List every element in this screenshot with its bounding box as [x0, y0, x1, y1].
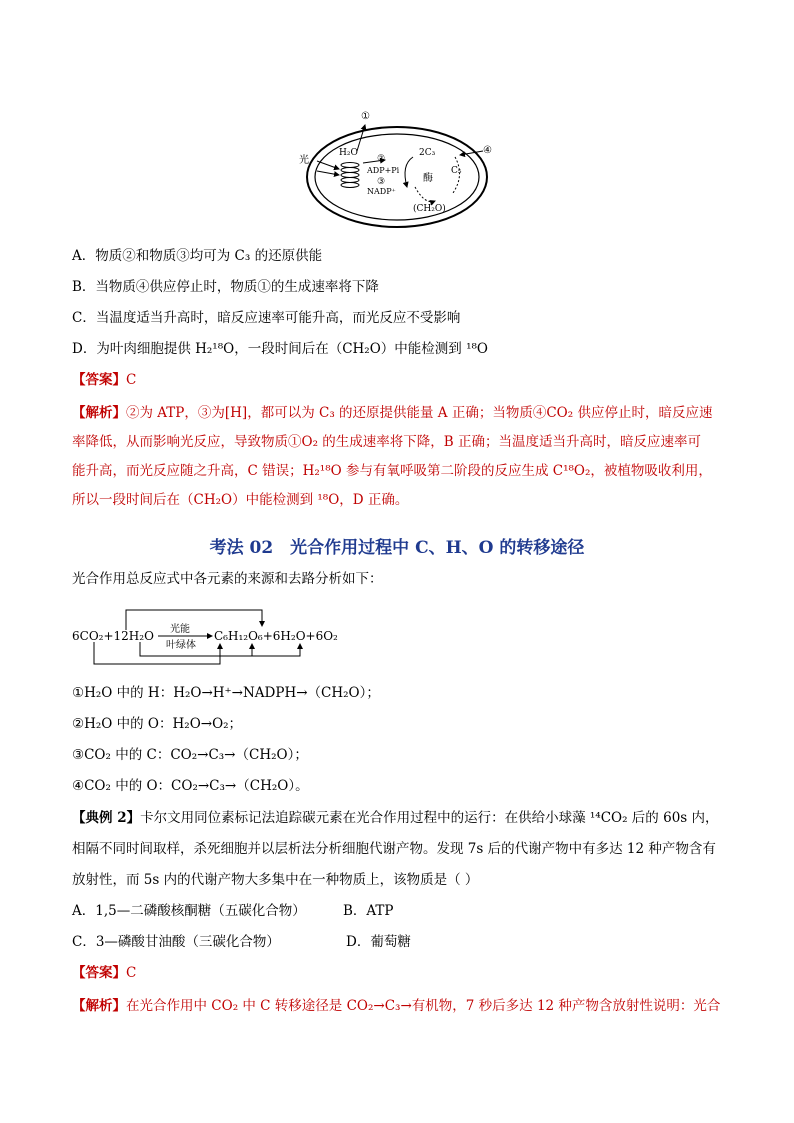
- example-2-option-c: C．3—磷酸甘油酸（三碳化合物）: [72, 934, 280, 950]
- analysis-1-line-2: 率降低，从而影响光反应，导致物质①O₂ 的生成速率将下降，B 正确；当温度适当升高时，暗反应速率可: [72, 434, 701, 450]
- equation-bottom-label: 叶绿体: [166, 640, 196, 651]
- example-2-line-1: [72, 809, 719, 827]
- option-a: A．物质②和物质③均可为 C₃ 的还原供能: [72, 248, 323, 264]
- example-2-option-d: D．葡萄糖: [346, 934, 411, 950]
- adp-label: ADP+Pi: [367, 166, 400, 175]
- example-2-line-3: 放射性，而 5s 内的代谢产物大多集中在一种物质上，该物质是（ ）: [72, 872, 479, 888]
- o-path-top: [126, 610, 262, 630]
- option-d: D．为叶肉细胞提供 H₂¹⁸O，一段时间后在（CH₂O）中能检测到 ¹⁸O: [72, 341, 488, 357]
- analysis-text: ②为 ATP，③为[H]，都可以为 C₃ 的还原提供能量 A 正确；当物质④CO₂ 供应停止时，暗反应速: [126, 405, 713, 421]
- analysis-label: 【解析】: [72, 405, 126, 421]
- marker-3: ③: [377, 177, 386, 187]
- c5-label: C₅: [451, 166, 462, 176]
- product-arrow: [415, 187, 435, 202]
- ch2o-label: (CH₂O): [413, 204, 446, 214]
- example-2-option-a: A．1,5—二磷酸核酮糖（五碳化合物）: [72, 903, 306, 919]
- section-title: 考法 02 光合作用过程中 C、H、O 的转移途径: [209, 538, 585, 558]
- example-label: 【典例 2】: [72, 810, 141, 826]
- c3-label: 2C₃: [419, 148, 436, 158]
- answer-value: C: [126, 372, 137, 388]
- option-b: B．当物质④供应停止时，物质①的生成速率将下降: [72, 279, 379, 295]
- equation-top-label: 光能: [170, 624, 190, 635]
- answer-1: [72, 371, 136, 389]
- example-text: 卡尔文用同位素标记法追踪碳元素在光合作用过程中的运行：在供给小球藻 ¹⁴CO₂ 后的 60s 内，: [140, 810, 719, 826]
- equation-left: 6CO₂+12H₂O: [72, 629, 154, 643]
- equation-diagram: [70, 600, 340, 672]
- h-path-bottom: [140, 642, 252, 656]
- pathway-2: ②H₂O 中的 O：H₂O→O₂；: [72, 716, 243, 732]
- analysis-1-line-1: [72, 404, 712, 422]
- analysis-2-line-1: [72, 997, 720, 1015]
- light-arrow-2: [317, 171, 339, 175]
- cycle-arrow: [405, 157, 413, 187]
- light-arrow-1: [317, 161, 339, 169]
- answer-value: C: [126, 965, 137, 981]
- inner-membrane: [315, 134, 479, 220]
- light-label: 光: [299, 155, 309, 166]
- option-c: C．当温度适当升高时，暗反应速率可能升高，而光反应不受影响: [72, 310, 461, 326]
- chloroplast-diagram: [295, 105, 495, 235]
- pathway-3: ③CO₂ 中的 C：CO₂→C₃→（CH₂O）；: [72, 747, 308, 763]
- equation-right: C₆H₁₂O₆+6H₂O+6O₂: [214, 629, 338, 643]
- answer-label: 【答案】: [72, 965, 126, 981]
- c-path-bottom: [94, 642, 220, 664]
- pathway-4: ④CO₂ 中的 O：CO₂→C₃→（CH₂O）。: [72, 778, 309, 794]
- section-intro: 光合作用总反应式中各元素的来源和去路分析如下：: [72, 571, 383, 587]
- enzyme-label: 酶: [423, 173, 433, 184]
- marker-1: ①: [361, 111, 370, 122]
- analysis-text: 在光合作用中 CO₂ 中 C 转移途径是 CO₂→C₃→有机物，7 秒后多达 12 种产物含放射性说明：光合: [126, 998, 721, 1014]
- marker-2: ②: [377, 154, 386, 164]
- analysis-label: 【解析】: [72, 998, 126, 1014]
- example-2-line-2: 相隔不同时间取样，杀死细胞并以层析法分析细胞代谢产物。发现 7s 后的代谢产物中有多达 12 种产物含有: [72, 841, 716, 857]
- analysis-1-line-4: 所以一段时间后在（CH₂O）中能检测到 ¹⁸O，D 正确。: [72, 492, 409, 508]
- pathway-1: ①H₂O 中的 H：H₂O→H⁺→NADPH→（CH₂O）；: [72, 685, 380, 701]
- nadp-label: NADP⁺: [367, 187, 396, 196]
- thylakoid-stack: [341, 163, 359, 188]
- answer-2: [72, 964, 136, 982]
- outer-membrane: [307, 127, 487, 227]
- h2o-label: H₂O: [339, 148, 358, 158]
- example-2-option-b: B．ATP: [343, 903, 394, 919]
- answer-label: 【答案】: [72, 372, 126, 388]
- marker-4: ④: [483, 145, 492, 156]
- analysis-1-line-3: 能升高，而光反应随之升高，C 错误；H₂¹⁸O 参与有氧呼吸第二阶段的反应生成 C¹⁸O₂，被植物吸收利用，: [72, 463, 712, 479]
